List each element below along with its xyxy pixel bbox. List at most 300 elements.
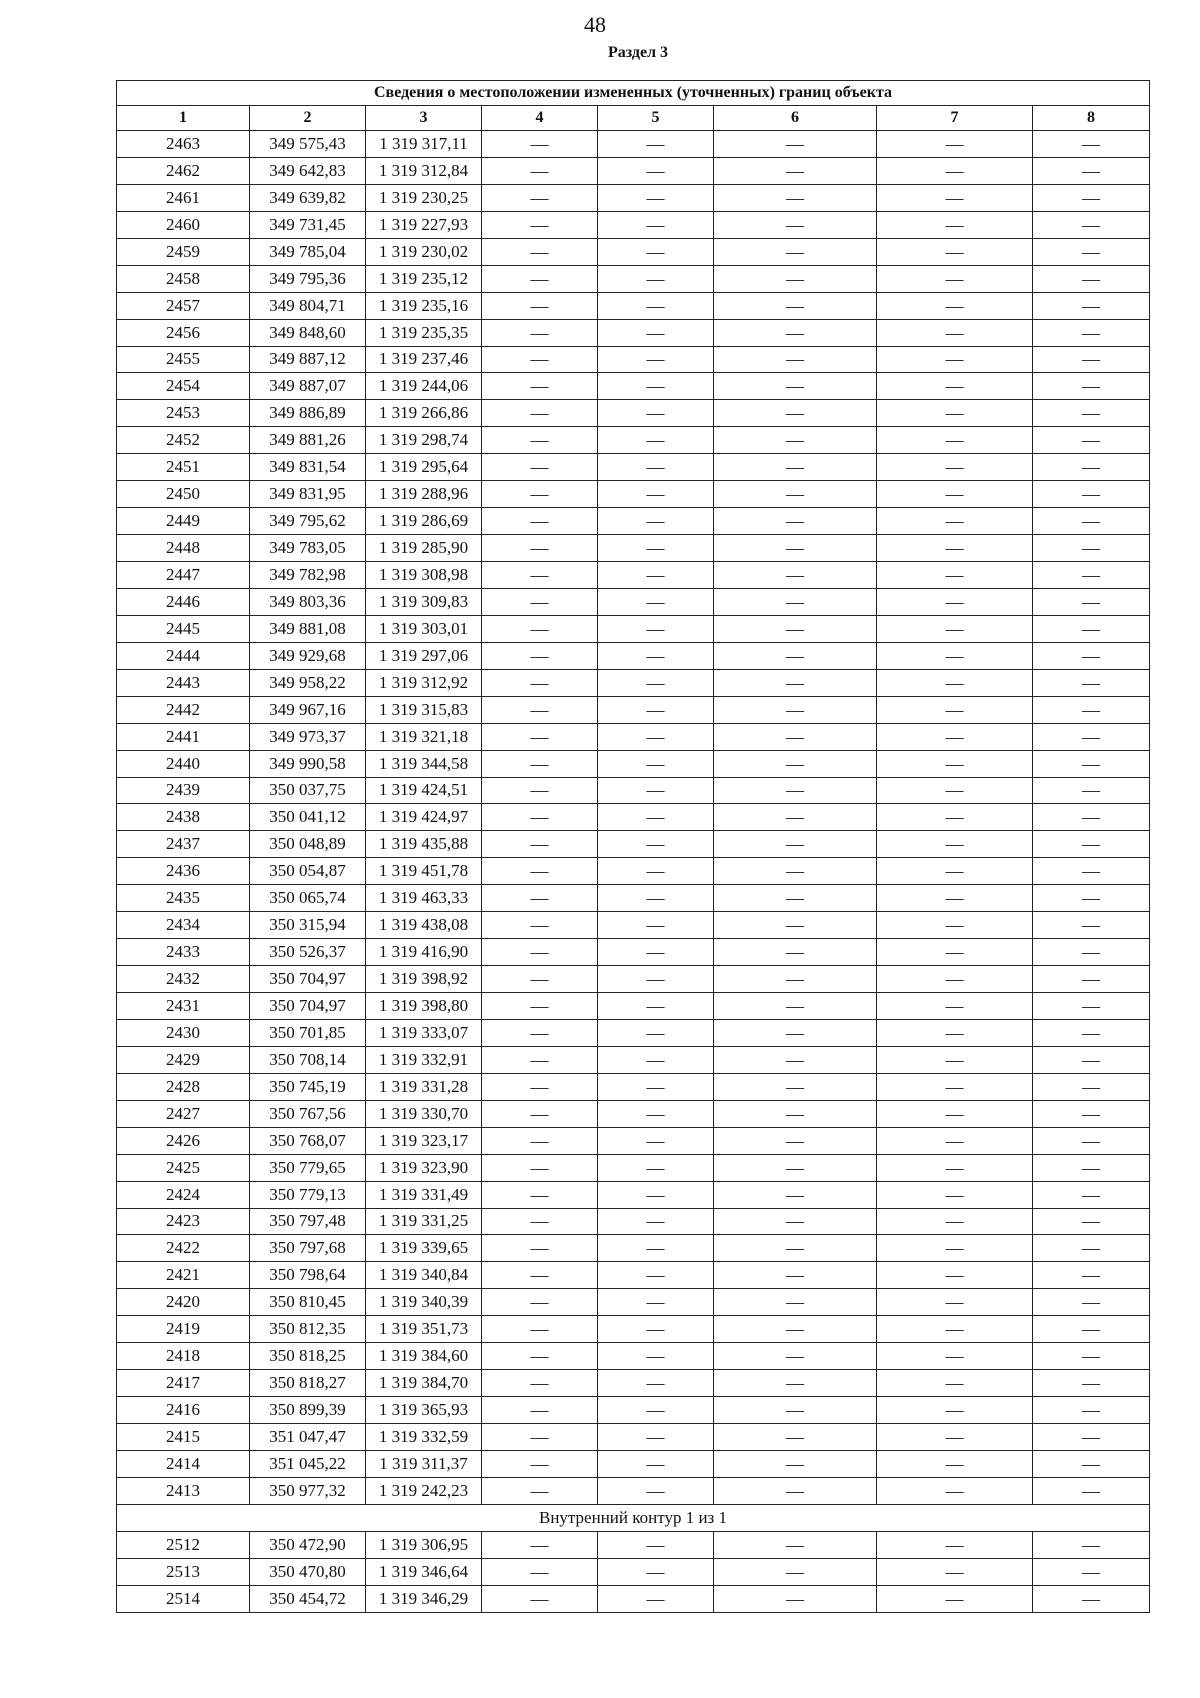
column-number: 7	[877, 106, 1033, 131]
col5-value: —	[598, 912, 714, 939]
col6-value: —	[714, 265, 877, 292]
col7-value: —	[877, 184, 1033, 211]
col5-value: —	[598, 1289, 714, 1316]
coord-x: 349 967,16	[250, 696, 366, 723]
coord-y: 1 319 340,39	[366, 1289, 482, 1316]
col8-value: —	[1033, 157, 1150, 184]
table-row	[117, 1477, 1150, 1504]
col7-value: —	[877, 1343, 1033, 1370]
col6-value: —	[714, 642, 877, 669]
col4-value: —	[482, 1100, 598, 1127]
coord-y: 1 319 346,64	[366, 1558, 482, 1585]
col6-value: —	[714, 157, 877, 184]
col7-value: —	[877, 912, 1033, 939]
col8-value: —	[1033, 508, 1150, 535]
table-row	[117, 373, 1150, 400]
coord-y: 1 319 311,37	[366, 1450, 482, 1477]
col5-value: —	[598, 1262, 714, 1289]
point-number: 2439	[117, 777, 250, 804]
coord-x: 350 779,13	[250, 1181, 366, 1208]
col5-value: —	[598, 804, 714, 831]
col6-value: —	[714, 1208, 877, 1235]
col8-value: —	[1033, 858, 1150, 885]
col8-value: —	[1033, 1127, 1150, 1154]
coord-x: 349 958,22	[250, 669, 366, 696]
col5-value: —	[598, 1046, 714, 1073]
col6-value: —	[714, 1316, 877, 1343]
col5-value: —	[598, 642, 714, 669]
col7-value: —	[877, 1477, 1033, 1504]
col6-value: —	[714, 400, 877, 427]
coord-y: 1 319 331,25	[366, 1208, 482, 1235]
col4-value: —	[482, 238, 598, 265]
point-number: 2433	[117, 939, 250, 966]
coord-y: 1 319 424,97	[366, 804, 482, 831]
col8-value: —	[1033, 939, 1150, 966]
point-number: 2423	[117, 1208, 250, 1235]
point-number: 2427	[117, 1100, 250, 1127]
point-number: 2419	[117, 1316, 250, 1343]
col4-value: —	[482, 427, 598, 454]
col4-value: —	[482, 562, 598, 589]
table-row	[117, 993, 1150, 1020]
col5-value: —	[598, 669, 714, 696]
inner-contour-label: Внутренний контур 1 из 1	[117, 1504, 1150, 1531]
col4-value: —	[482, 454, 598, 481]
col5-value: —	[598, 454, 714, 481]
col5-value: —	[598, 1477, 714, 1504]
col8-value: —	[1033, 238, 1150, 265]
table-row	[117, 1262, 1150, 1289]
col7-value: —	[877, 238, 1033, 265]
coord-x: 350 798,64	[250, 1262, 366, 1289]
col6-value: —	[714, 777, 877, 804]
coord-y: 1 319 416,90	[366, 939, 482, 966]
col8-value: —	[1033, 1154, 1150, 1181]
table-row	[117, 1100, 1150, 1127]
col8-value: —	[1033, 481, 1150, 508]
point-number: 2421	[117, 1262, 250, 1289]
table-row	[117, 292, 1150, 319]
coord-y: 1 319 384,70	[366, 1370, 482, 1397]
column-number: 5	[598, 106, 714, 131]
col7-value: —	[877, 1450, 1033, 1477]
col7-value: —	[877, 535, 1033, 562]
col4-value: —	[482, 1154, 598, 1181]
col8-value: —	[1033, 804, 1150, 831]
table-row	[117, 346, 1150, 373]
point-number: 2420	[117, 1289, 250, 1316]
col4-value: —	[482, 696, 598, 723]
col8-value: —	[1033, 1046, 1150, 1073]
table-row	[117, 723, 1150, 750]
col6-value: —	[714, 131, 877, 158]
col5-value: —	[598, 1073, 714, 1100]
coord-x: 350 818,25	[250, 1343, 366, 1370]
col7-value: —	[877, 346, 1033, 373]
point-number: 2457	[117, 292, 250, 319]
col5-value: —	[598, 211, 714, 238]
coord-y: 1 319 346,29	[366, 1585, 482, 1612]
col6-value: —	[714, 454, 877, 481]
col6-value: —	[714, 1477, 877, 1504]
table-row	[117, 669, 1150, 696]
col7-value: —	[877, 993, 1033, 1020]
coord-x: 349 887,07	[250, 373, 366, 400]
table-row	[117, 211, 1150, 238]
col4-value: —	[482, 777, 598, 804]
col7-value: —	[877, 1181, 1033, 1208]
col8-value: —	[1033, 642, 1150, 669]
col6-value: —	[714, 1019, 877, 1046]
table-row	[117, 831, 1150, 858]
coord-x: 350 048,89	[250, 831, 366, 858]
col5-value: —	[598, 1370, 714, 1397]
coord-x: 349 795,36	[250, 265, 366, 292]
col4-value: —	[482, 508, 598, 535]
table-row	[117, 777, 1150, 804]
outer-contour-rows	[117, 131, 1150, 1505]
col7-value: —	[877, 1558, 1033, 1585]
coord-y: 1 319 398,92	[366, 966, 482, 993]
col7-value: —	[877, 131, 1033, 158]
table-row	[117, 1424, 1150, 1451]
coord-y: 1 319 230,02	[366, 238, 482, 265]
point-number: 2451	[117, 454, 250, 481]
col8-value: —	[1033, 1343, 1150, 1370]
table-row	[117, 1019, 1150, 1046]
col8-value: —	[1033, 562, 1150, 589]
col8-value: —	[1033, 588, 1150, 615]
column-number: 8	[1033, 106, 1150, 131]
point-number: 2443	[117, 669, 250, 696]
coord-y: 1 319 331,28	[366, 1073, 482, 1100]
point-number: 2442	[117, 696, 250, 723]
coord-y: 1 319 286,69	[366, 508, 482, 535]
col8-value: —	[1033, 1262, 1150, 1289]
col6-value: —	[714, 723, 877, 750]
col7-value: —	[877, 804, 1033, 831]
coord-y: 1 319 339,65	[366, 1235, 482, 1262]
point-number: 2441	[117, 723, 250, 750]
col8-value: —	[1033, 1531, 1150, 1558]
col5-value: —	[598, 1316, 714, 1343]
col7-value: —	[877, 1127, 1033, 1154]
point-number: 2416	[117, 1397, 250, 1424]
col4-value: —	[482, 1585, 598, 1612]
col8-value: —	[1033, 1316, 1150, 1343]
coord-x: 350 767,56	[250, 1100, 366, 1127]
coord-x: 350 315,94	[250, 912, 366, 939]
col7-value: —	[877, 211, 1033, 238]
col5-value: —	[598, 939, 714, 966]
col4-value: —	[482, 292, 598, 319]
col7-value: —	[877, 1585, 1033, 1612]
table-row	[117, 1154, 1150, 1181]
coord-y: 1 319 244,06	[366, 373, 482, 400]
boundary-coordinates-table	[116, 80, 1150, 1613]
col5-value: —	[598, 1181, 714, 1208]
col7-value: —	[877, 696, 1033, 723]
point-number: 2446	[117, 588, 250, 615]
table-row	[117, 427, 1150, 454]
coord-x: 349 881,26	[250, 427, 366, 454]
col7-value: —	[877, 400, 1033, 427]
col5-value: —	[598, 184, 714, 211]
coord-x: 350 526,37	[250, 939, 366, 966]
point-number: 2417	[117, 1370, 250, 1397]
col6-value: —	[714, 1100, 877, 1127]
col8-value: —	[1033, 265, 1150, 292]
col6-value: —	[714, 1343, 877, 1370]
coord-y: 1 319 309,83	[366, 588, 482, 615]
table-row	[117, 184, 1150, 211]
col8-value: —	[1033, 400, 1150, 427]
table-row	[117, 131, 1150, 158]
col8-value: —	[1033, 346, 1150, 373]
col7-value: —	[877, 265, 1033, 292]
col6-value: —	[714, 562, 877, 589]
coord-x: 349 990,58	[250, 750, 366, 777]
point-number: 2438	[117, 804, 250, 831]
table-row	[117, 912, 1150, 939]
coord-x: 350 768,07	[250, 1127, 366, 1154]
table-row	[117, 1181, 1150, 1208]
col7-value: —	[877, 831, 1033, 858]
coord-x: 349 575,43	[250, 131, 366, 158]
col8-value: —	[1033, 966, 1150, 993]
coord-x: 349 795,62	[250, 508, 366, 535]
col7-value: —	[877, 615, 1033, 642]
coord-x: 350 745,19	[250, 1073, 366, 1100]
column-number: 2	[250, 106, 366, 131]
col5-value: —	[598, 615, 714, 642]
col6-value: —	[714, 993, 877, 1020]
coord-y: 1 319 303,01	[366, 615, 482, 642]
table-row	[117, 1235, 1150, 1262]
col5-value: —	[598, 966, 714, 993]
col7-value: —	[877, 750, 1033, 777]
point-number: 2463	[117, 131, 250, 158]
col5-value: —	[598, 1100, 714, 1127]
coord-x: 350 704,97	[250, 993, 366, 1020]
col4-value: —	[482, 1450, 598, 1477]
col5-value: —	[598, 1450, 714, 1477]
col7-value: —	[877, 1316, 1033, 1343]
coord-y: 1 319 308,98	[366, 562, 482, 589]
coord-y: 1 319 321,18	[366, 723, 482, 750]
coord-x: 349 886,89	[250, 400, 366, 427]
coord-y: 1 319 266,86	[366, 400, 482, 427]
table-row	[117, 1073, 1150, 1100]
coord-x: 350 708,14	[250, 1046, 366, 1073]
col5-value: —	[598, 885, 714, 912]
point-number: 2426	[117, 1127, 250, 1154]
point-number: 2428	[117, 1073, 250, 1100]
coord-y: 1 319 463,33	[366, 885, 482, 912]
col8-value: —	[1033, 615, 1150, 642]
col5-value: —	[598, 750, 714, 777]
col8-value: —	[1033, 1450, 1150, 1477]
col6-value: —	[714, 481, 877, 508]
col4-value: —	[482, 642, 598, 669]
column-number: 6	[714, 106, 877, 131]
col4-value: —	[482, 211, 598, 238]
table-row	[117, 1370, 1150, 1397]
col7-value: —	[877, 1424, 1033, 1451]
col7-value: —	[877, 1046, 1033, 1073]
col6-value: —	[714, 184, 877, 211]
point-number: 2450	[117, 481, 250, 508]
coord-y: 1 319 332,59	[366, 1424, 482, 1451]
table-row	[117, 319, 1150, 346]
point-number: 2456	[117, 319, 250, 346]
col6-value: —	[714, 1558, 877, 1585]
table-row	[117, 885, 1150, 912]
col6-value: —	[714, 1154, 877, 1181]
col8-value: —	[1033, 1235, 1150, 1262]
col5-value: —	[598, 588, 714, 615]
col4-value: —	[482, 1558, 598, 1585]
col4-value: —	[482, 157, 598, 184]
col8-value: —	[1033, 1585, 1150, 1612]
column-number: 3	[366, 106, 482, 131]
col7-value: —	[877, 1208, 1033, 1235]
col7-value: —	[877, 292, 1033, 319]
col8-value: —	[1033, 831, 1150, 858]
coord-x: 349 639,82	[250, 184, 366, 211]
col5-value: —	[598, 508, 714, 535]
coord-x: 350 797,68	[250, 1235, 366, 1262]
col7-value: —	[877, 1073, 1033, 1100]
point-number: 2514	[117, 1585, 250, 1612]
col4-value: —	[482, 265, 598, 292]
col8-value: —	[1033, 912, 1150, 939]
table-row	[117, 615, 1150, 642]
point-number: 2462	[117, 157, 250, 184]
col6-value: —	[714, 696, 877, 723]
col6-value: —	[714, 804, 877, 831]
col4-value: —	[482, 1181, 598, 1208]
col5-value: —	[598, 1343, 714, 1370]
coord-y: 1 319 235,12	[366, 265, 482, 292]
point-number: 2436	[117, 858, 250, 885]
col4-value: —	[482, 912, 598, 939]
col8-value: —	[1033, 427, 1150, 454]
point-number: 2415	[117, 1424, 250, 1451]
col7-value: —	[877, 508, 1033, 535]
coord-y: 1 319 312,84	[366, 157, 482, 184]
col5-value: —	[598, 427, 714, 454]
col4-value: —	[482, 1289, 598, 1316]
coord-x: 350 704,97	[250, 966, 366, 993]
coord-x: 349 831,95	[250, 481, 366, 508]
col8-value: —	[1033, 454, 1150, 481]
coord-y: 1 319 435,88	[366, 831, 482, 858]
col5-value: —	[598, 131, 714, 158]
point-number: 2454	[117, 373, 250, 400]
coord-y: 1 319 298,74	[366, 427, 482, 454]
coord-x: 349 782,98	[250, 562, 366, 589]
point-number: 2460	[117, 211, 250, 238]
col8-value: —	[1033, 184, 1150, 211]
col4-value: —	[482, 885, 598, 912]
col8-value: —	[1033, 1558, 1150, 1585]
col7-value: —	[877, 481, 1033, 508]
table-row	[117, 858, 1150, 885]
table-row	[117, 939, 1150, 966]
col8-value: —	[1033, 211, 1150, 238]
col7-value: —	[877, 669, 1033, 696]
coord-x: 350 701,85	[250, 1019, 366, 1046]
table-row	[117, 535, 1150, 562]
inner-contour-rows	[117, 1531, 1150, 1612]
col6-value: —	[714, 912, 877, 939]
col8-value: —	[1033, 669, 1150, 696]
column-number: 4	[482, 106, 598, 131]
coord-x: 350 797,48	[250, 1208, 366, 1235]
col6-value: —	[714, 346, 877, 373]
coord-y: 1 319 398,80	[366, 993, 482, 1020]
col4-value: —	[482, 1208, 598, 1235]
col7-value: —	[877, 1531, 1033, 1558]
coord-x: 350 818,27	[250, 1370, 366, 1397]
coord-y: 1 319 438,08	[366, 912, 482, 939]
table-row	[117, 157, 1150, 184]
col6-value: —	[714, 858, 877, 885]
col6-value: —	[714, 588, 877, 615]
col7-value: —	[877, 1370, 1033, 1397]
col8-value: —	[1033, 885, 1150, 912]
col6-value: —	[714, 669, 877, 696]
point-number: 2455	[117, 346, 250, 373]
point-number: 2418	[117, 1343, 250, 1370]
col6-value: —	[714, 373, 877, 400]
point-number: 2440	[117, 750, 250, 777]
table-row	[117, 400, 1150, 427]
col4-value: —	[482, 131, 598, 158]
table-row	[117, 562, 1150, 589]
col4-value: —	[482, 804, 598, 831]
col4-value: —	[482, 535, 598, 562]
col7-value: —	[877, 454, 1033, 481]
coord-y: 1 319 331,49	[366, 1181, 482, 1208]
col4-value: —	[482, 1127, 598, 1154]
col4-value: —	[482, 1370, 598, 1397]
col5-value: —	[598, 157, 714, 184]
col6-value: —	[714, 1181, 877, 1208]
point-number: 2435	[117, 885, 250, 912]
point-number: 2414	[117, 1450, 250, 1477]
coord-x: 349 804,71	[250, 292, 366, 319]
col4-value: —	[482, 346, 598, 373]
col4-value: —	[482, 1262, 598, 1289]
col5-value: —	[598, 400, 714, 427]
section-title: Раздел 3	[607, 44, 669, 61]
col7-value: —	[877, 939, 1033, 966]
point-number: 2449	[117, 508, 250, 535]
col7-value: —	[877, 562, 1033, 589]
col8-value: —	[1033, 1019, 1150, 1046]
table-row	[117, 1531, 1150, 1558]
coord-y: 1 319 306,95	[366, 1531, 482, 1558]
col7-value: —	[877, 885, 1033, 912]
point-number: 2452	[117, 427, 250, 454]
col7-value: —	[877, 1397, 1033, 1424]
point-number: 2513	[117, 1558, 250, 1585]
col7-value: —	[877, 1019, 1033, 1046]
table-row	[117, 508, 1150, 535]
